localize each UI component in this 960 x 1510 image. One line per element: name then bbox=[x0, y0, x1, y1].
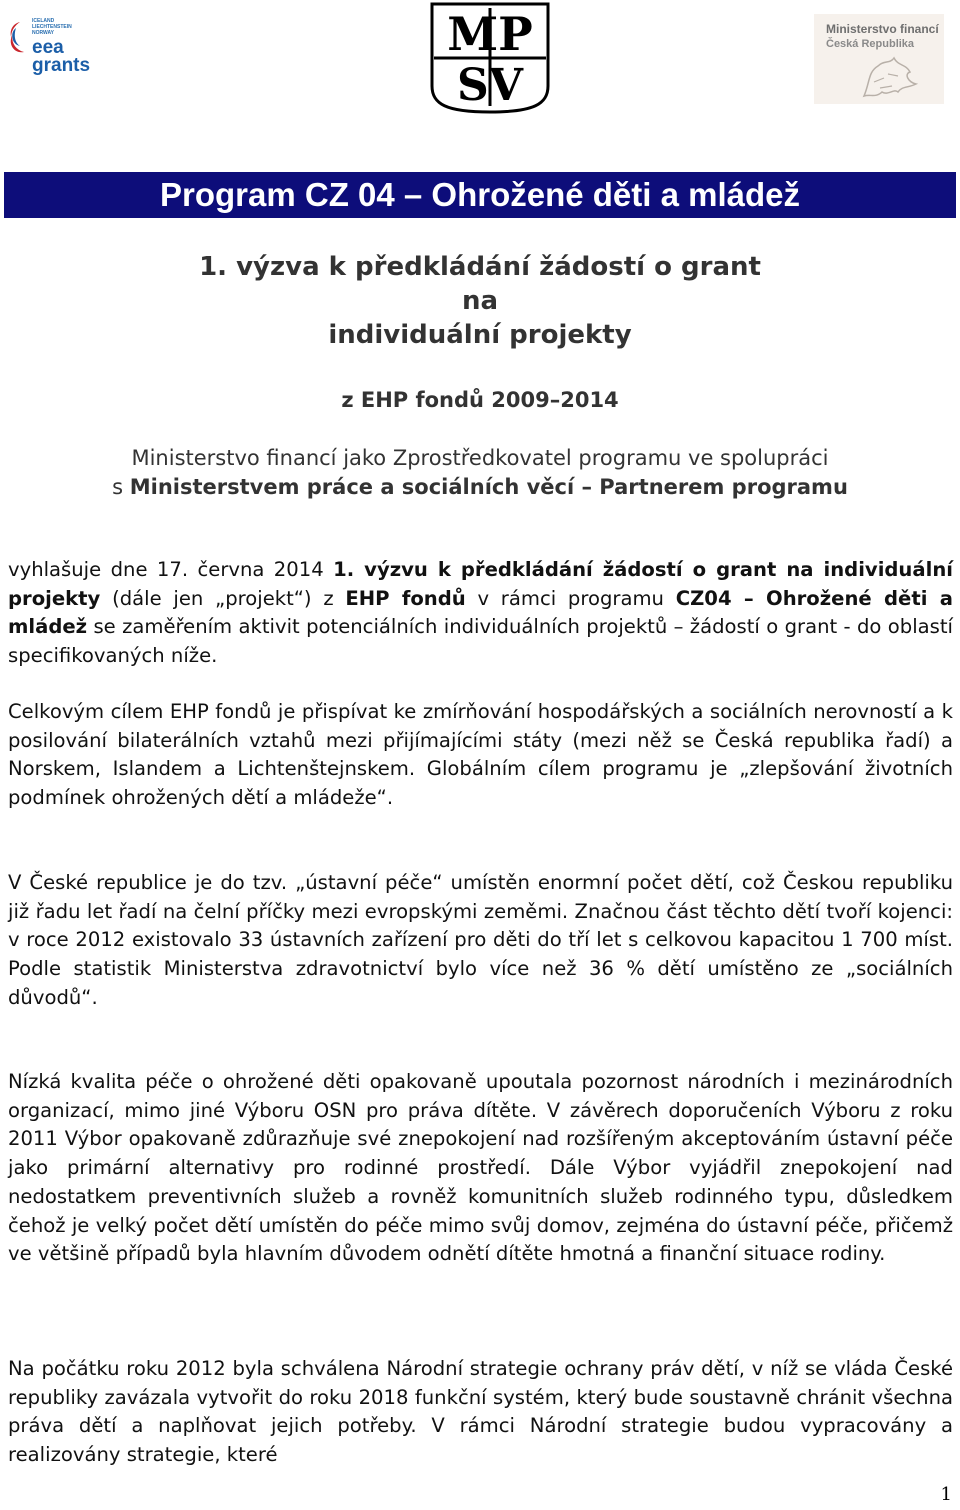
partner-line: s Ministerstvem práce a sociálních věcí – Partnerem programu bbox=[112, 475, 848, 499]
eea-countries: ICELAND LIECHTENSTEIN NORWAY bbox=[32, 18, 72, 36]
partner-name: Ministerstvem práce a sociálních věcí – Partnerem programu bbox=[129, 475, 848, 499]
mpsv-top-text: MP bbox=[447, 7, 533, 61]
program-title-banner: Program CZ 04 – Ohrožené děti a mládež bbox=[4, 172, 956, 218]
intro-paragraph: vyhlašuje dne 17. června 2014 1. výzvu k předkládání žádostí o grant na individuální projekty (dále jen „projekt“) z EHP fondů v rámci programu CZ04 – Ohrožené děti a mládež se zaměřením aktivit potenciálních individuálních projektů – žádostí o grant - do oblastí specifikovaných níže. bbox=[8, 558, 953, 668]
lion-icon bbox=[854, 52, 924, 102]
mpsv-bottom-text: SV bbox=[457, 60, 523, 111]
paragraph-institutional-care: V České republice je do tzv. „ústavní péče“ umístěn enormní počet dětí, což Českou republiku již řadu let řadí na čelní příčky mezi evropskými zeměmi. Značnou část těchto dětí tvoří kojenci: v roce 2012 existovalo 33 ústavních zařízení pro děti do tří let s celkovou kapacitou 1 700 míst. Podle statistik Ministerstva zdravotnictví bylo více než 36 % dětí umístěno ze „sociálních důvodů“. bbox=[8, 871, 953, 1009]
paragraph-national-strategy: Na počátku roku 2012 byla schválena Národní strategie ochrany práv dětí, v níž se vláda České republiky zavázala vytvořit do roku 2018 funkční systém, který bude soustavně chránit všechna práva dětí a naplňovat jejich potřeby. V rámci Národní strategie budou vypracovány a realizovány strategie, které bbox=[8, 1357, 953, 1467]
paragraph-objectives: Celkovým cílem EHP fondů je přispívat ke zmírňování hospodářských a sociálních nerovností a k posilování bilaterálních vztahů mezi přijímajícími státy (mezi něž se Česká republika řadí) a Norskem, Islandem a Lichtenštejnskem. Globálním cílem programu je „zlepšování životních podmínek ohrožených dětí a mládeže“. bbox=[8, 700, 953, 810]
eea-grants-icon bbox=[6, 18, 30, 64]
call-heading-line1: 1. výzva k předkládání žádostí o grant bbox=[199, 252, 761, 282]
call-heading-line2: na bbox=[461, 286, 499, 316]
ministerstvo-financi-logo bbox=[814, 14, 944, 104]
call-heading-line3: individuální projekty bbox=[328, 320, 632, 350]
eea-word: eea bbox=[32, 37, 64, 58]
mf-logo-line2: Česká Republika bbox=[826, 38, 915, 50]
paragraph-quality-of-care: Nízká kvalita péče o ohrožené děti opakovaně upoutala pozornost národních i mezinárodních organizací, mimo jiné Výboru OSN pro práva dítěte. V závěrech doporučeních Výboru z roku 2011 Výbor opakovaně zdůrazňuje své znepokojení nad rozšířeným akceptováním ústavní péče jako primární alternativy pro rodinné prostředí. Dále Výbor vyjádřil znepokojení nad nedostatkem preventivních služeb a rovněž komunitních služeb rodinného typu, důsledkem čehož je velký počet dětí umístěn do péče mimo svůj domov, zejména do ústavní péče, přičemž ve většině případů byla hlavním důvodem odnětí dítěte hmotná a finanční situace rodiny. bbox=[8, 1070, 953, 1266]
page-number: 1 bbox=[940, 1484, 952, 1505]
mpsv-logo bbox=[430, 2, 550, 114]
grants-word: grants bbox=[32, 55, 91, 76]
mf-logo-line1: Ministerstvo financí bbox=[826, 22, 939, 36]
funds-period: z EHP fondů 2009–2014 bbox=[341, 388, 619, 412]
eea-grants-logo bbox=[6, 12, 90, 76]
ministry-line: Ministerstvo financí jako Zprostředkovatel programu ve spolupráci bbox=[131, 446, 829, 470]
